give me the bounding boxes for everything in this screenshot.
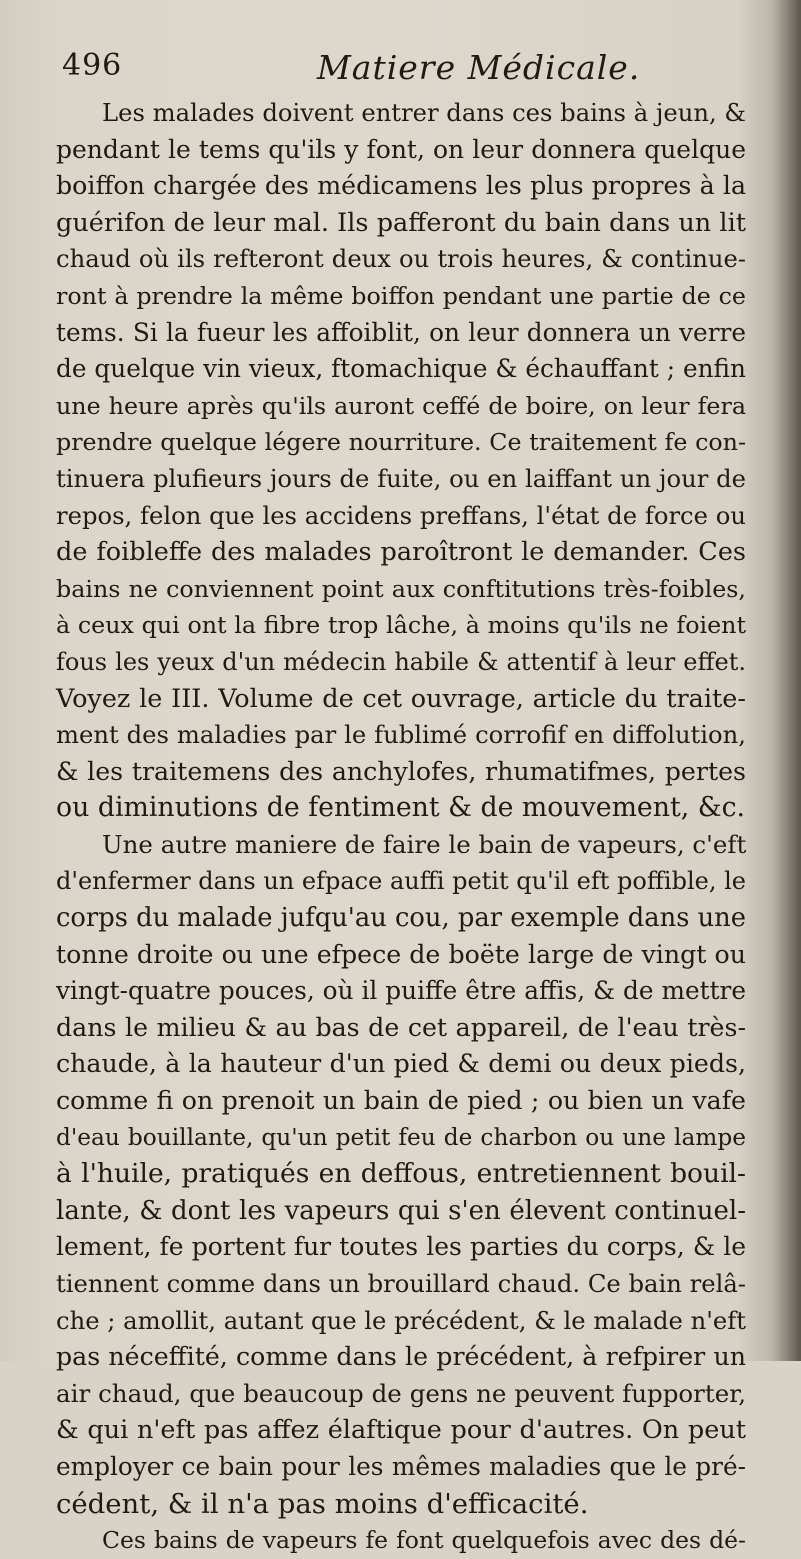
text-line: ou diminutions de fentiment & de mouvement, &c.	[56, 792, 746, 824]
text-line: pas néceffité, comme dans le précédent, à refpirer un	[56, 1342, 746, 1372]
text-line: boiffon chargée des médicamens les plus propres à la	[56, 171, 746, 201]
text-line: tiennent comme dans un brouillard chaud. Ce bain relâ-	[56, 1269, 746, 1298]
text-line: Une autre maniere de faire le bain de vapeurs, c'eft	[102, 829, 747, 859]
text-line: chaud où ils refteront deux ou trois heures, & continue-	[56, 244, 746, 274]
text-line: comme fi on prenoit un bain de pied ; ou bien un vafe	[56, 1086, 746, 1116]
page-number: 496	[62, 48, 123, 83]
text-line: à l'huile, pratiqués en deffous, entretiennent bouil-	[56, 1158, 746, 1190]
text-line: une heure après qu'ils auront ceffé de boire, on leur fera	[56, 391, 746, 420]
text-line: bains ne conviennent point aux conftitutions très-foibles,	[56, 574, 746, 603]
text-line: Voyez le III. Volume de cet ouvrage, article du traite-	[56, 683, 746, 714]
text-line: che ; amollit, autant que le précédent, & le malade n'eft	[56, 1305, 746, 1335]
text-line: à ceux qui ont la fibre trop lâche, à moins qu'ils ne foient	[56, 611, 746, 640]
text-line: lement, fe portent fur toutes les parties du corps, & le	[56, 1232, 746, 1262]
text-line: dans le milieu & au bas de cet appareil, de l'eau très-	[56, 1012, 746, 1042]
text-line: prendre quelque légere nourriture. Ce traitement fe con-	[56, 428, 746, 457]
text-line: cédent, & il n'a pas moins d'efficacité.	[56, 1487, 589, 1520]
text-line: d'eau bouillante, qu'un petit feu de charbon ou une lampe	[56, 1123, 746, 1151]
text-line: lante, & dont les vapeurs qui s'en élevent continuel-	[56, 1195, 746, 1226]
text-line: & les traitemens des anchylofes, rhumatifmes, pertes	[56, 756, 746, 786]
text-line: guérifon de leur mal. Ils pafferont du bain dans un lit	[56, 207, 746, 238]
text-line: Les malades doivent entrer dans ces bains à jeun, &	[102, 98, 746, 127]
text-line: vingt-quatre pouces, où il puiffe être affis, & de mettre	[56, 976, 746, 1006]
page-edge-shadow	[771, 0, 801, 1361]
text-line: repos, felon que les accidens preffans, l'état de force ou	[56, 500, 746, 530]
text-line: corps du malade jufqu'au cou, par exemple dans une	[56, 903, 746, 934]
text-line: de quelque vin vieux, ftomachique & échauffant ; enfin	[56, 354, 746, 384]
text-line: ront à prendre la même boiffon pendant une partie de ce	[56, 281, 746, 310]
page-header	[62, 48, 742, 98]
text-line: Ces bains de vapeurs fe font quelquefois avec des dé-	[102, 1526, 746, 1555]
text-line: d'enfermer dans un efpace auffi petit qu'il eft poffible, le	[56, 867, 746, 896]
text-line: fous les yeux d'un médecin habile & attentif à leur effet.	[56, 647, 746, 676]
running-title: Matiere Médicale.	[317, 48, 641, 87]
text-line: tonne droite ou une efpece de boëte large de vingt ou	[56, 939, 746, 969]
text-line: employer ce bain pour les mêmes maladies que le pré-	[56, 1451, 746, 1481]
body-text	[56, 95, 746, 1559]
text-line: ment des maladies par le fublimé corrofif en diffolution,	[56, 720, 746, 750]
text-line: tinuera plufieurs jours de fuite, ou en laiffant un jour de	[56, 463, 746, 493]
text-line: pendant le tems qu'ils y font, on leur donnera quelque	[56, 134, 746, 164]
text-line: tems. Si la fueur les affoiblit, on leur donnera un verre	[56, 317, 746, 347]
text-line: & qui n'eft pas affez élaftique pour d'autres. On peut	[56, 1415, 746, 1446]
text-line: chaude, à la hauteur d'un pied & demi ou deux pieds,	[56, 1049, 746, 1079]
text-line: de foibleffe des malades paroîtront le demander. Ces	[56, 537, 746, 568]
text-line: air chaud, que beaucoup de gens ne peuvent fupporter,	[56, 1378, 746, 1408]
